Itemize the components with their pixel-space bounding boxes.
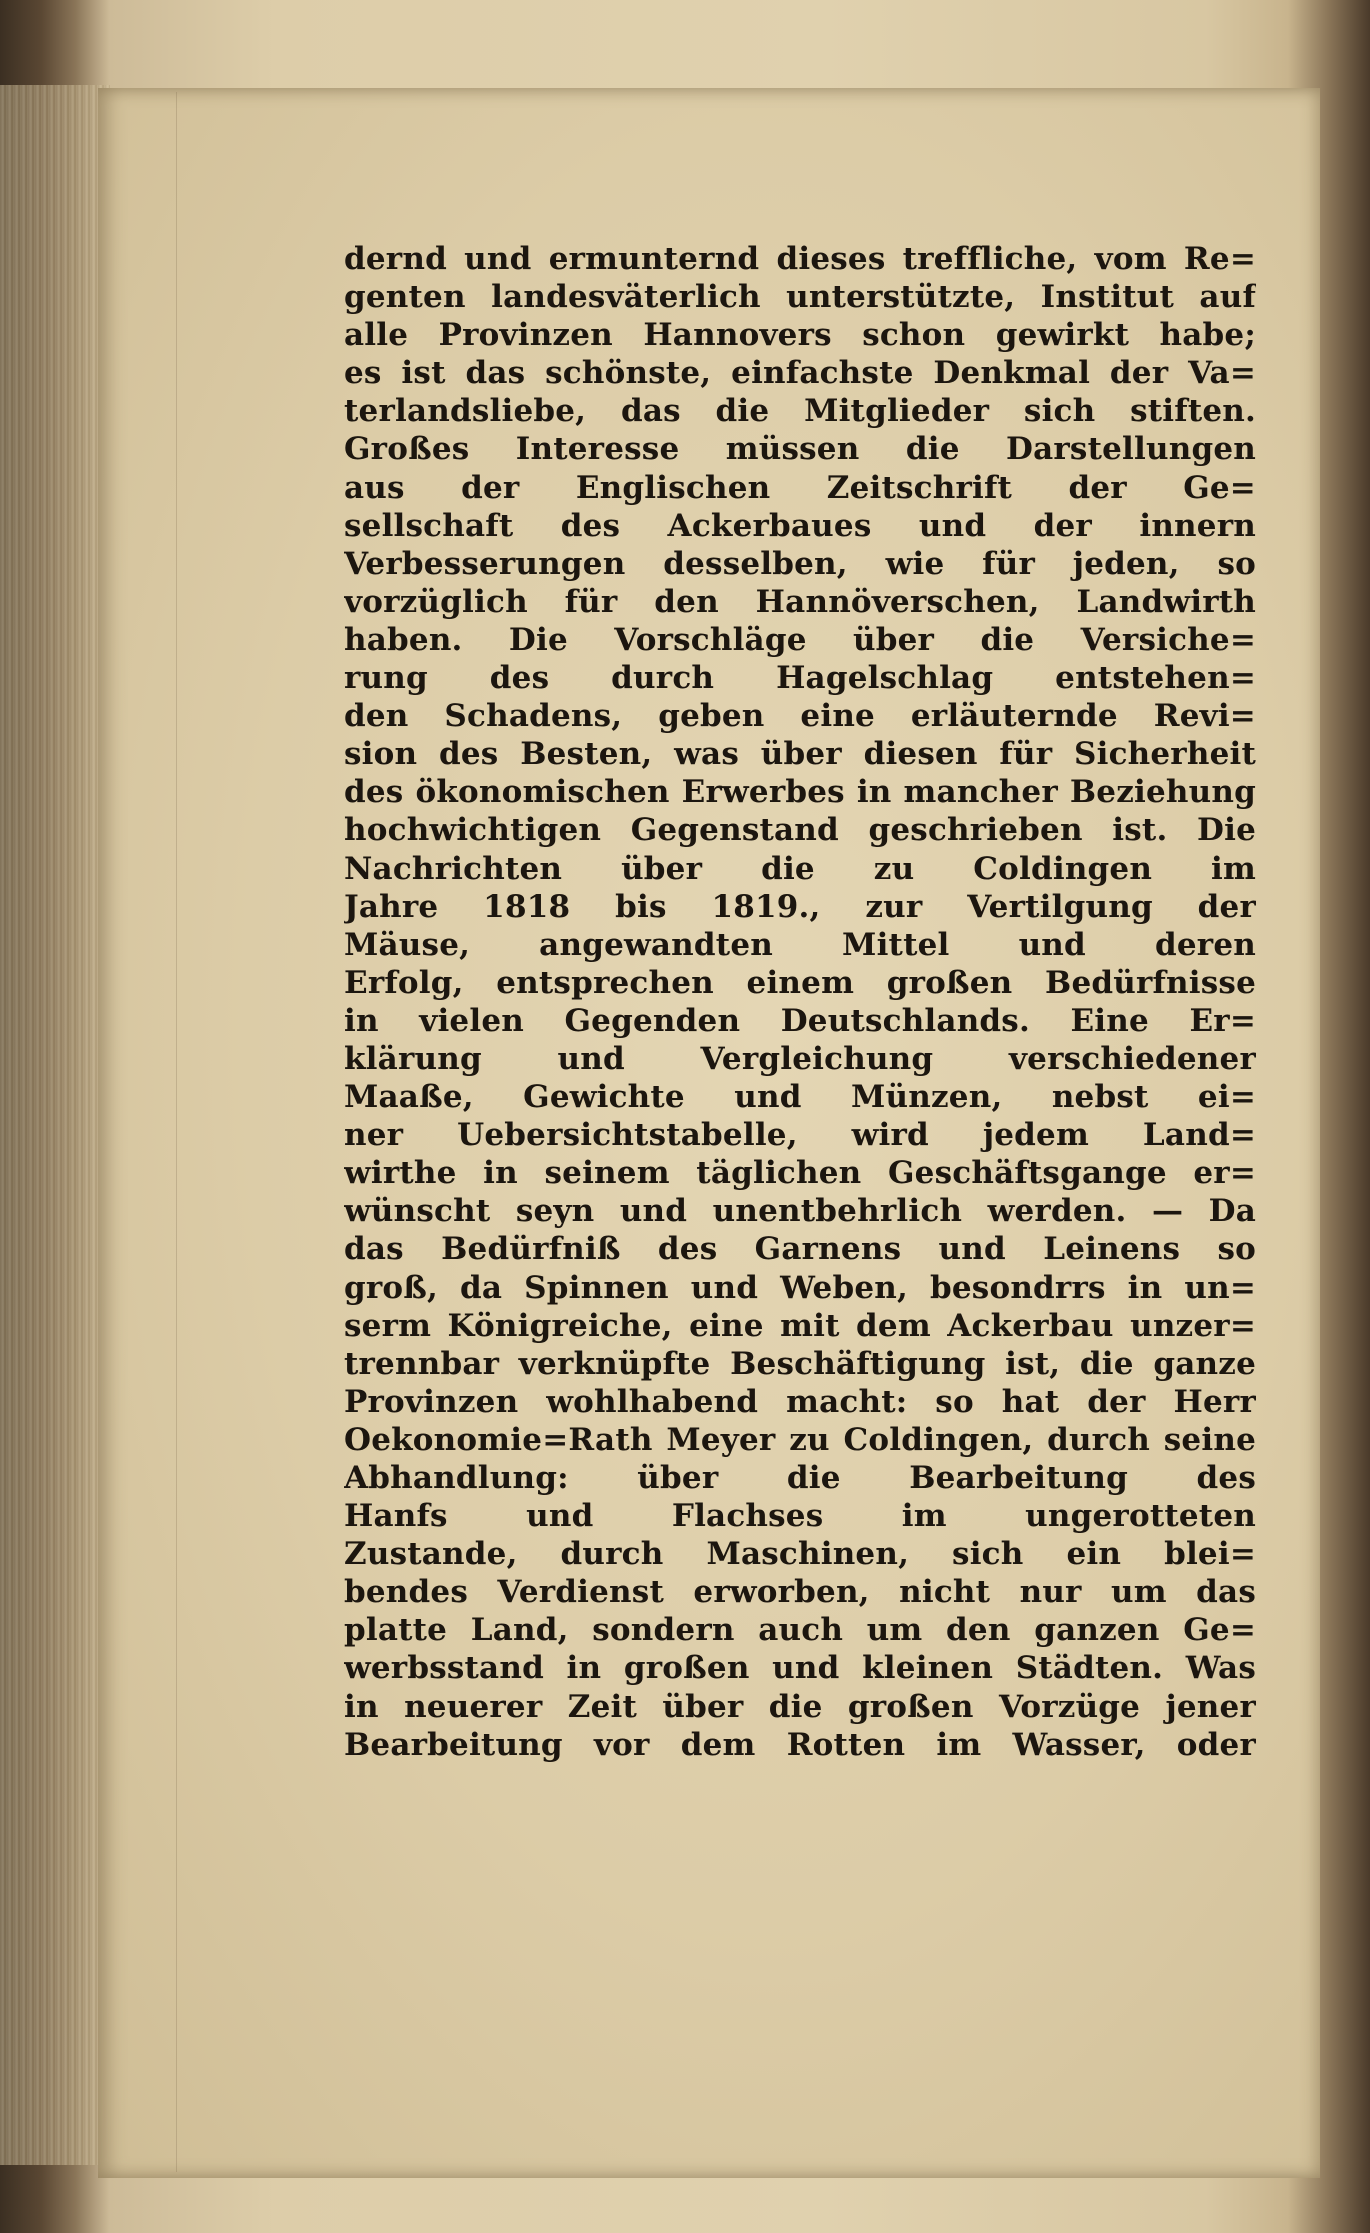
text-line: Nachrichten über die zu Coldingen im (344, 850, 1256, 887)
text-line: alle Provinzen Hannovers schon gewirkt habe; (344, 317, 1256, 354)
page-crease (176, 92, 177, 2172)
text-line: bendes Verdienst erworben, nicht nur um das (344, 1574, 1256, 1611)
text-line: sion des Besten, was über diesen für Sicherheit (344, 736, 1256, 773)
text-line: terlandsliebe, das die Mitglieder sich stiften. (344, 393, 1256, 430)
text-line: Verbesserungen desselben, wie für jeden, so (344, 545, 1256, 582)
text-line: dernd und ermunternd dieses treffliche, vom Re= (344, 241, 1256, 277)
text-line: des ökonomischen Erwerbes in mancher Beziehung (344, 774, 1256, 811)
text-line: Erfolg, entsprechen einem großen Bedürfnisse (344, 964, 1256, 1001)
text-line: das Bedürfniß des Garnens und Leinens so (344, 1231, 1256, 1268)
text-line: trennbar verknüpfte Beschäftigung ist, die ganze (344, 1345, 1256, 1382)
text-line: Bearbeitung vor dem Rotten im Wasser, oder (344, 1726, 1256, 1763)
text-line: Provinzen wohlhabend macht: so hat der Herr (344, 1383, 1256, 1420)
text-line: in vielen Gegenden Deutschlands. Eine Er= (344, 1002, 1256, 1039)
text-line: haben. Die Vorschläge über die Versiche= (344, 621, 1256, 658)
text-line: rung des durch Hagelschlag entstehen= (344, 660, 1256, 697)
text-line: genten landesväterlich unterstützte, Institut auf (344, 279, 1256, 316)
text-line: Jahre 1818 bis 1819., zur Vertilgung der (344, 888, 1256, 925)
text-line: Maaße, Gewichte und Münzen, nebst ei= (344, 1079, 1256, 1116)
text-line: klärung und Vergleichung verschiedener (344, 1040, 1256, 1077)
text-line: werbsstand in großen und kleinen Städten. Was (344, 1650, 1256, 1687)
text-line: ner Uebersichtstabelle, wird jedem Land= (344, 1117, 1256, 1154)
text-line: sellschaft des Ackerbaues und der innern (344, 507, 1256, 544)
page-edges (0, 85, 110, 2165)
text-line: in neuerer Zeit über die großen Vorzüge jener (344, 1688, 1256, 1725)
text-line: den Schadens, geben eine erläuternde Revi= (344, 698, 1256, 735)
text-line: aus der Englischen Zeitschrift der Ge= (344, 469, 1256, 506)
text-line: Zustande, durch Maschinen, sich ein blei= (344, 1536, 1256, 1573)
body-text (344, 240, 1256, 1764)
text-line: Mäuse, angewandten Mittel und deren (344, 926, 1256, 963)
text-line: es ist das schönste, einfachste Denkmal der Va= (344, 355, 1256, 392)
text-line: Hanfs und Flachses im ungerotteten (344, 1498, 1256, 1535)
text-line: wirthe in seinem täglichen Geschäftsgange er= (344, 1155, 1256, 1192)
text-line: Abhandlung: über die Bearbeitung des (344, 1460, 1256, 1496)
text-line: wünscht seyn und unentbehrlich werden. — Da (344, 1193, 1256, 1230)
text-line: hochwichtigen Gegenstand geschrieben ist. Die (344, 812, 1256, 849)
text-line: Großes Interesse müssen die Darstellungen (344, 431, 1256, 468)
text-line: platte Land, sondern auch um den ganzen Ge= (344, 1612, 1256, 1649)
text-line: groß, da Spinnen und Weben, besondrrs in un= (344, 1269, 1256, 1306)
text-line: serm Königreiche, eine mit dem Ackerbau unzer= (344, 1307, 1256, 1344)
text-line: vorzüglich für den Hannöverschen, Landwirth (344, 583, 1256, 620)
text-line: Oekonomie=Rath Meyer zu Coldingen, durch seine (344, 1421, 1256, 1458)
